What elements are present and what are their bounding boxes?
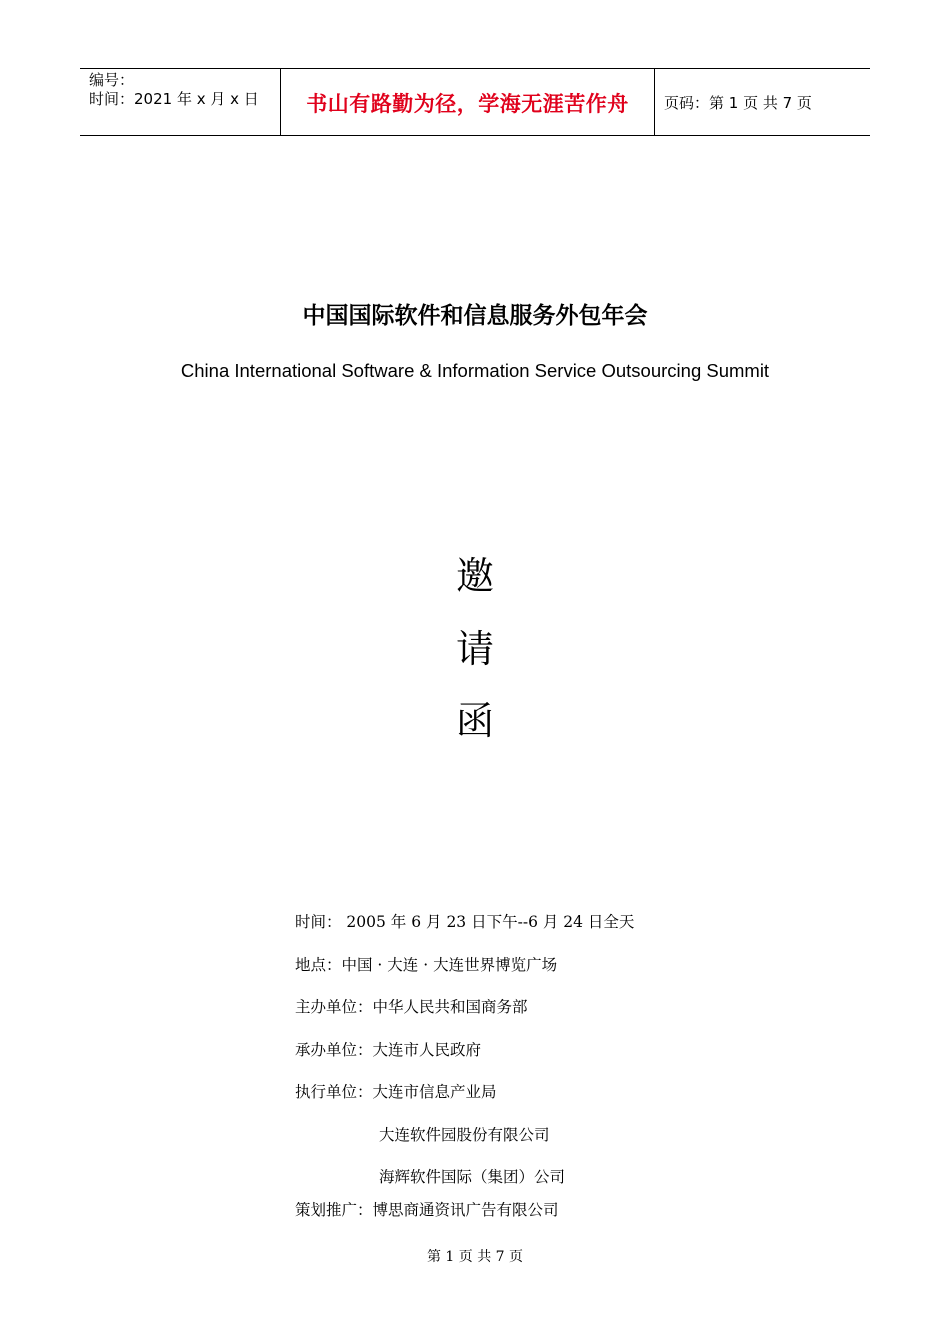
invitation-char-3: 函 xyxy=(455,699,494,743)
detail-promotion: 策划推广：博思商通资讯广告有限公司 xyxy=(295,1201,559,1219)
title-english: China International Software & Information Service Outsourcing Summit xyxy=(180,360,770,381)
invitation-char-2: 请 xyxy=(455,627,494,671)
detail-time: 时间： 2005 年 6 月 23 日下午--6 月 24 日全天 xyxy=(295,913,635,931)
detail-executor-3: 海辉软件国际（集团）公司 xyxy=(379,1168,566,1186)
detail-location: 地点：中国 · 大连 · 大连世界博览广场 xyxy=(295,956,558,974)
number-label: 编号： xyxy=(89,71,135,89)
detail-host: 主办单位：中华人民共和国商务部 xyxy=(295,998,528,1016)
header-motto-cell xyxy=(281,69,655,135)
detail-executor-2: 大连软件园股份有限公司 xyxy=(379,1126,550,1144)
invitation-char-1: 邀 xyxy=(455,554,494,598)
motto-text: 书山有路勤为径，学海无涯苦作舟 xyxy=(306,92,629,116)
document-header xyxy=(80,68,870,136)
header-meta-cell xyxy=(80,69,281,135)
detail-organizer: 承办单位：大连市人民政府 xyxy=(295,1041,482,1059)
detail-executor: 执行单位：大连市信息产业局 xyxy=(295,1083,497,1101)
page-footer: 第 1 页 共 7 页 xyxy=(426,1249,524,1265)
header-page-cell xyxy=(655,69,870,135)
page-info: 页码：第 1 页 共 7 页 xyxy=(664,93,812,112)
title-chinese: 中国国际软件和信息服务外包年会 xyxy=(302,303,648,329)
time-label: 时间：2021 年 x 月 x 日 xyxy=(89,90,259,108)
